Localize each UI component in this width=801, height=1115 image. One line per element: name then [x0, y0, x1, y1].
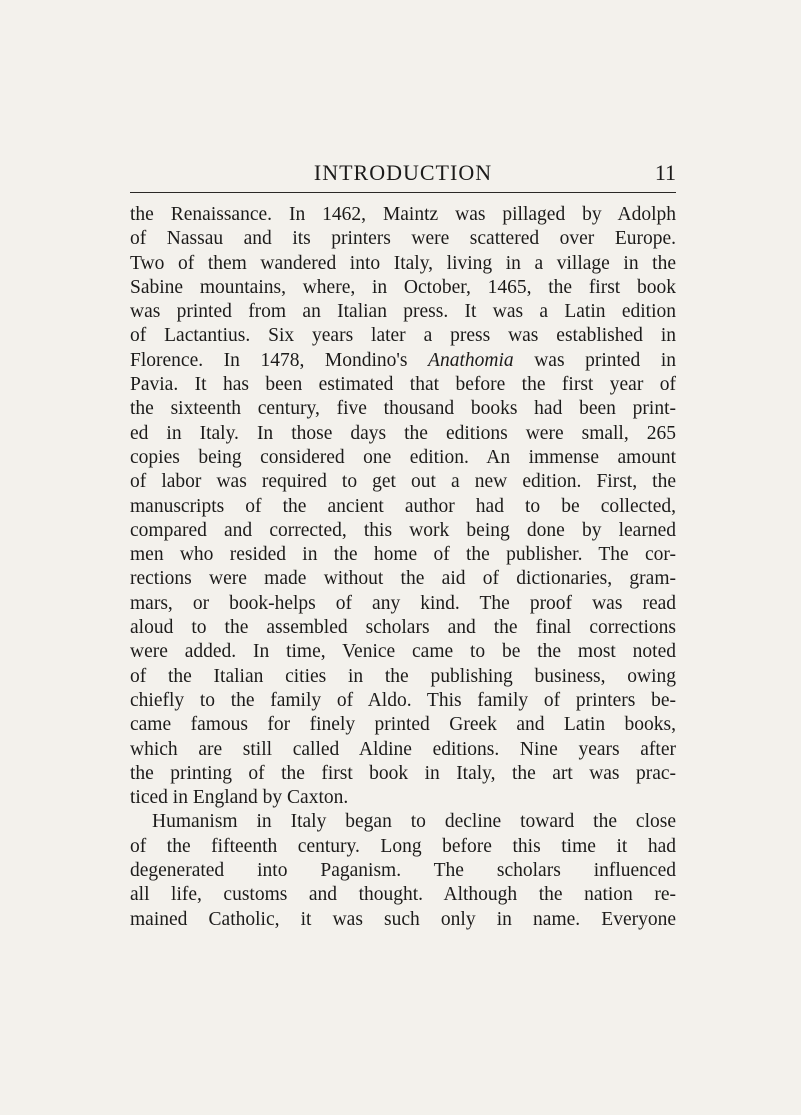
text-line: the Renaissance. In 1462, Maintz was pillaged by Adolph [130, 204, 676, 225]
text-line: mained Catholic, it was such only in name. Everyone [130, 908, 676, 930]
text-line: which are still called Aldine editions. Nine years after [130, 738, 676, 760]
text-line: Two of them wandered into Italy, living in a village in the [130, 252, 676, 274]
text-line: compared and corrected, this work being done by learned [130, 519, 676, 541]
text-line: of labor was required to get out a new edition. First, the [130, 471, 676, 493]
page-header [130, 158, 676, 192]
text-line: came famous for finely printed Greek and Latin books, [130, 714, 676, 736]
text-line: men who resided in the home of the publisher. The cor- [130, 544, 676, 566]
italic-title: Anathomia [428, 349, 514, 371]
text-line: Humanism in Italy began to decline toward the close [152, 811, 676, 833]
text-line-mixed [130, 349, 676, 373]
text-line: ed in Italy. In those days the editions were small, 265 [130, 422, 676, 444]
body-text [130, 203, 676, 932]
text-line: of Nassau and its printers were scattered over Europe. [130, 228, 676, 250]
text-line: the printing of the first book in Italy, the art was prac- [130, 762, 676, 784]
text-line: was printed from an Italian press. It was a Latin edition [130, 301, 676, 323]
running-title: INTRODUCTION [313, 160, 493, 185]
text-line: copies being considered one edition. An immense amount [130, 446, 676, 468]
text-line: chiefly to the family of Aldo. This family of printers be- [130, 689, 676, 711]
text-line: of Lactantius. Six years later a press was established in [130, 325, 676, 347]
text-line: Pavia. It has been estimated that before the first year of [130, 374, 676, 396]
text-line: all life, customs and thought. Although the nation re- [130, 884, 676, 906]
header-rule [130, 192, 676, 193]
text-line: Sabine mountains, where, in October, 1465, the first book [130, 276, 676, 298]
text-line: the sixteenth century, five thousand books had been print- [130, 398, 676, 420]
text-line: ticed in England by Caxton. [130, 787, 349, 809]
page-number: 11 [654, 160, 676, 185]
text-line: manuscripts of the ancient author had to be collected, [130, 495, 676, 517]
text-segment: Florence. In 1478, Mondino's [130, 349, 408, 371]
text-line: aloud to the assembled scholars and the final corrections [130, 617, 676, 639]
text-line: degenerated into Paganism. The scholars influenced [130, 860, 676, 882]
text-line: were added. In time, Venice came to be the most noted [130, 641, 676, 663]
text-line: mars, or book-helps of any kind. The proof was read [130, 592, 676, 614]
text-line: rections were made without the aid of dictionaries, gram- [130, 568, 676, 590]
text-line: of the fifteenth century. Long before this time it had [130, 835, 676, 857]
text-segment: was printed in [534, 349, 676, 371]
text-line: of the Italian cities in the publishing business, owing [130, 665, 676, 687]
